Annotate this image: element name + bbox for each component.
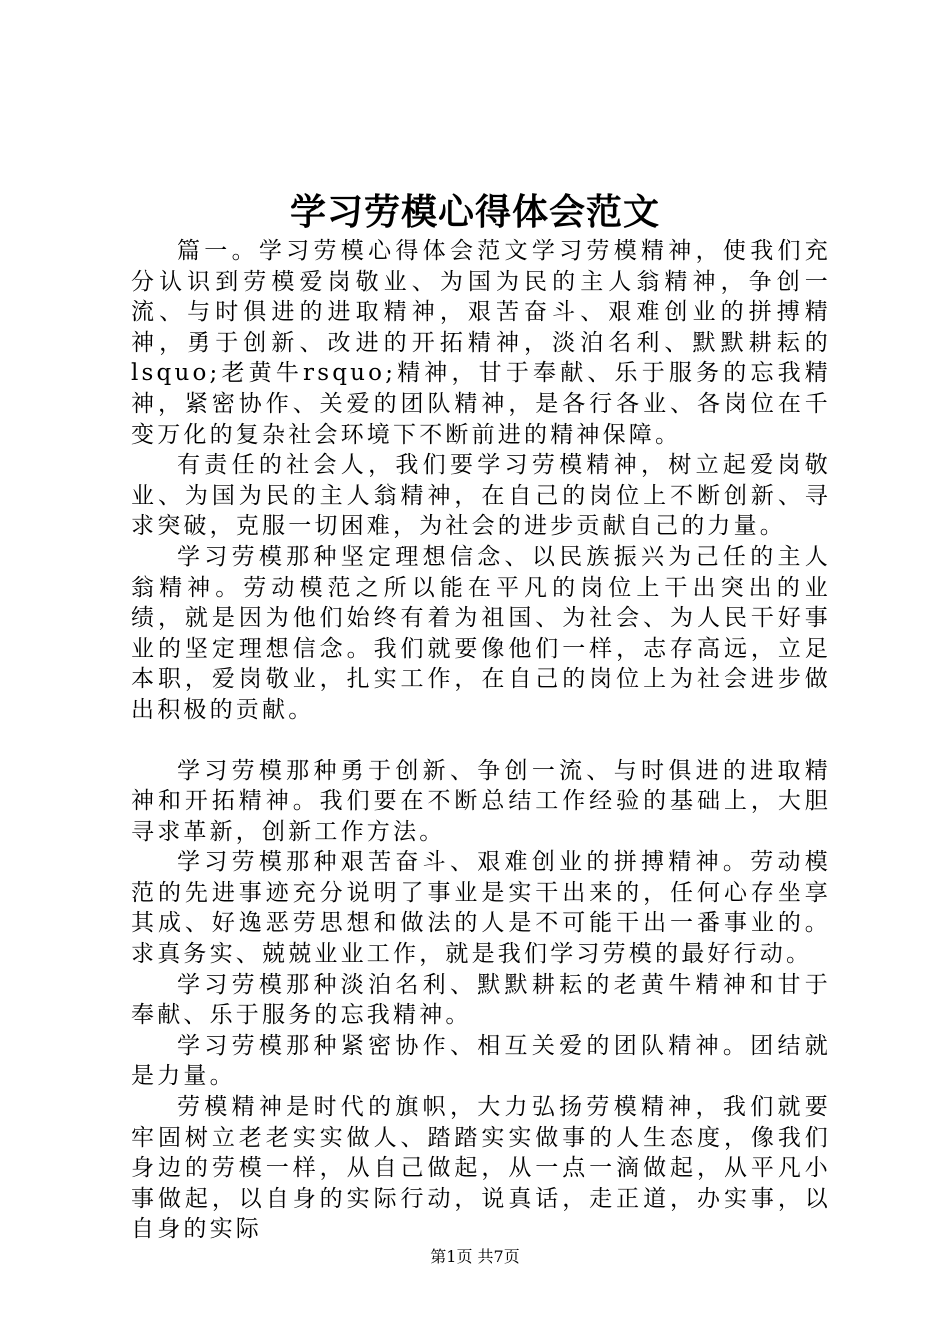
paragraph: 劳模精神是时代的旗帜，大力弘扬劳模精神，我们就要牢固树立老老实实做人、踏踏实实做事的人生态度，像我们身边的劳模一样，从自己做起，从一点一滴做起，从平凡小事做起，以自身的实际行动，说真话，走正道，办实事，以自身的实际 [131, 1094, 831, 1243]
document-body [131, 236, 831, 1245]
paragraph: 有责任的社会人，我们要学习劳模精神，树立起爱岗敬业、为国为民的主人翁精神，在自己的岗位上不断创新、寻求突破，克服一切困难，为社会的进步贡献自己的力量。 [131, 452, 831, 540]
paragraph: 学习劳模那种勇于创新、争创一流、与时俱进的进取精神和开拓精神。我们要在不断总结工作经验的基础上，大胆寻求革新，创新工作方法。 [131, 757, 831, 845]
paragraph: 学习劳模那种坚定理想信念、以民族振兴为己任的主人翁精神。劳动模范之所以能在平凡的岗位上干出突出的业绩，就是因为他们始终有着为祖国、为社会、为人民干好事业的坚定理想信念。我们就要像他们一样，志存高远，立足本职，爱岗敬业，扎实工作，在自己的岗位上为社会进步做出积极的贡献。 [131, 543, 831, 723]
paragraph: 学习劳模那种淡泊名利、默默耕耘的老黄牛精神和甘于奉献、乐于服务的忘我精神。 [131, 971, 831, 1029]
paragraph: 学习劳模那种紧密协作、相互关爱的团队精神。团结就是力量。 [131, 1032, 831, 1090]
page-footer: 第1页 共7页 [430, 1247, 520, 1266]
paragraph: 学习劳模那种艰苦奋斗、艰难创业的拼搏精神。劳动模范的先进事迹充分说明了事业是实干出来的，任何心存坐享其成、好逸恶劳思想和做法的人是不可能干出一番事业的。求真务实、兢兢业业工作，就是我们学习劳模的最好行动。 [131, 849, 831, 968]
document-title: 学习劳模心得体会范文 [289, 192, 660, 233]
paragraph: 篇一。学习劳模心得体会范文学习劳模精神，使我们充分认识到劳模爱岗敬业、为国为民的主人翁精神，争创一流、与时俱进的进取精神，艰苦奋斗、艰难创业的拼搏精神，勇于创新、改进的开拓精神，淡泊名利、默默耕耘的lsquo;老黄牛rsquo;精神，甘于奉献、乐于服务的忘我精神，紧密协作、关爱的团队精神，是各行各业、各岗位在千变万化的复杂社会环境下不断前进的精神保障。 [131, 238, 831, 448]
